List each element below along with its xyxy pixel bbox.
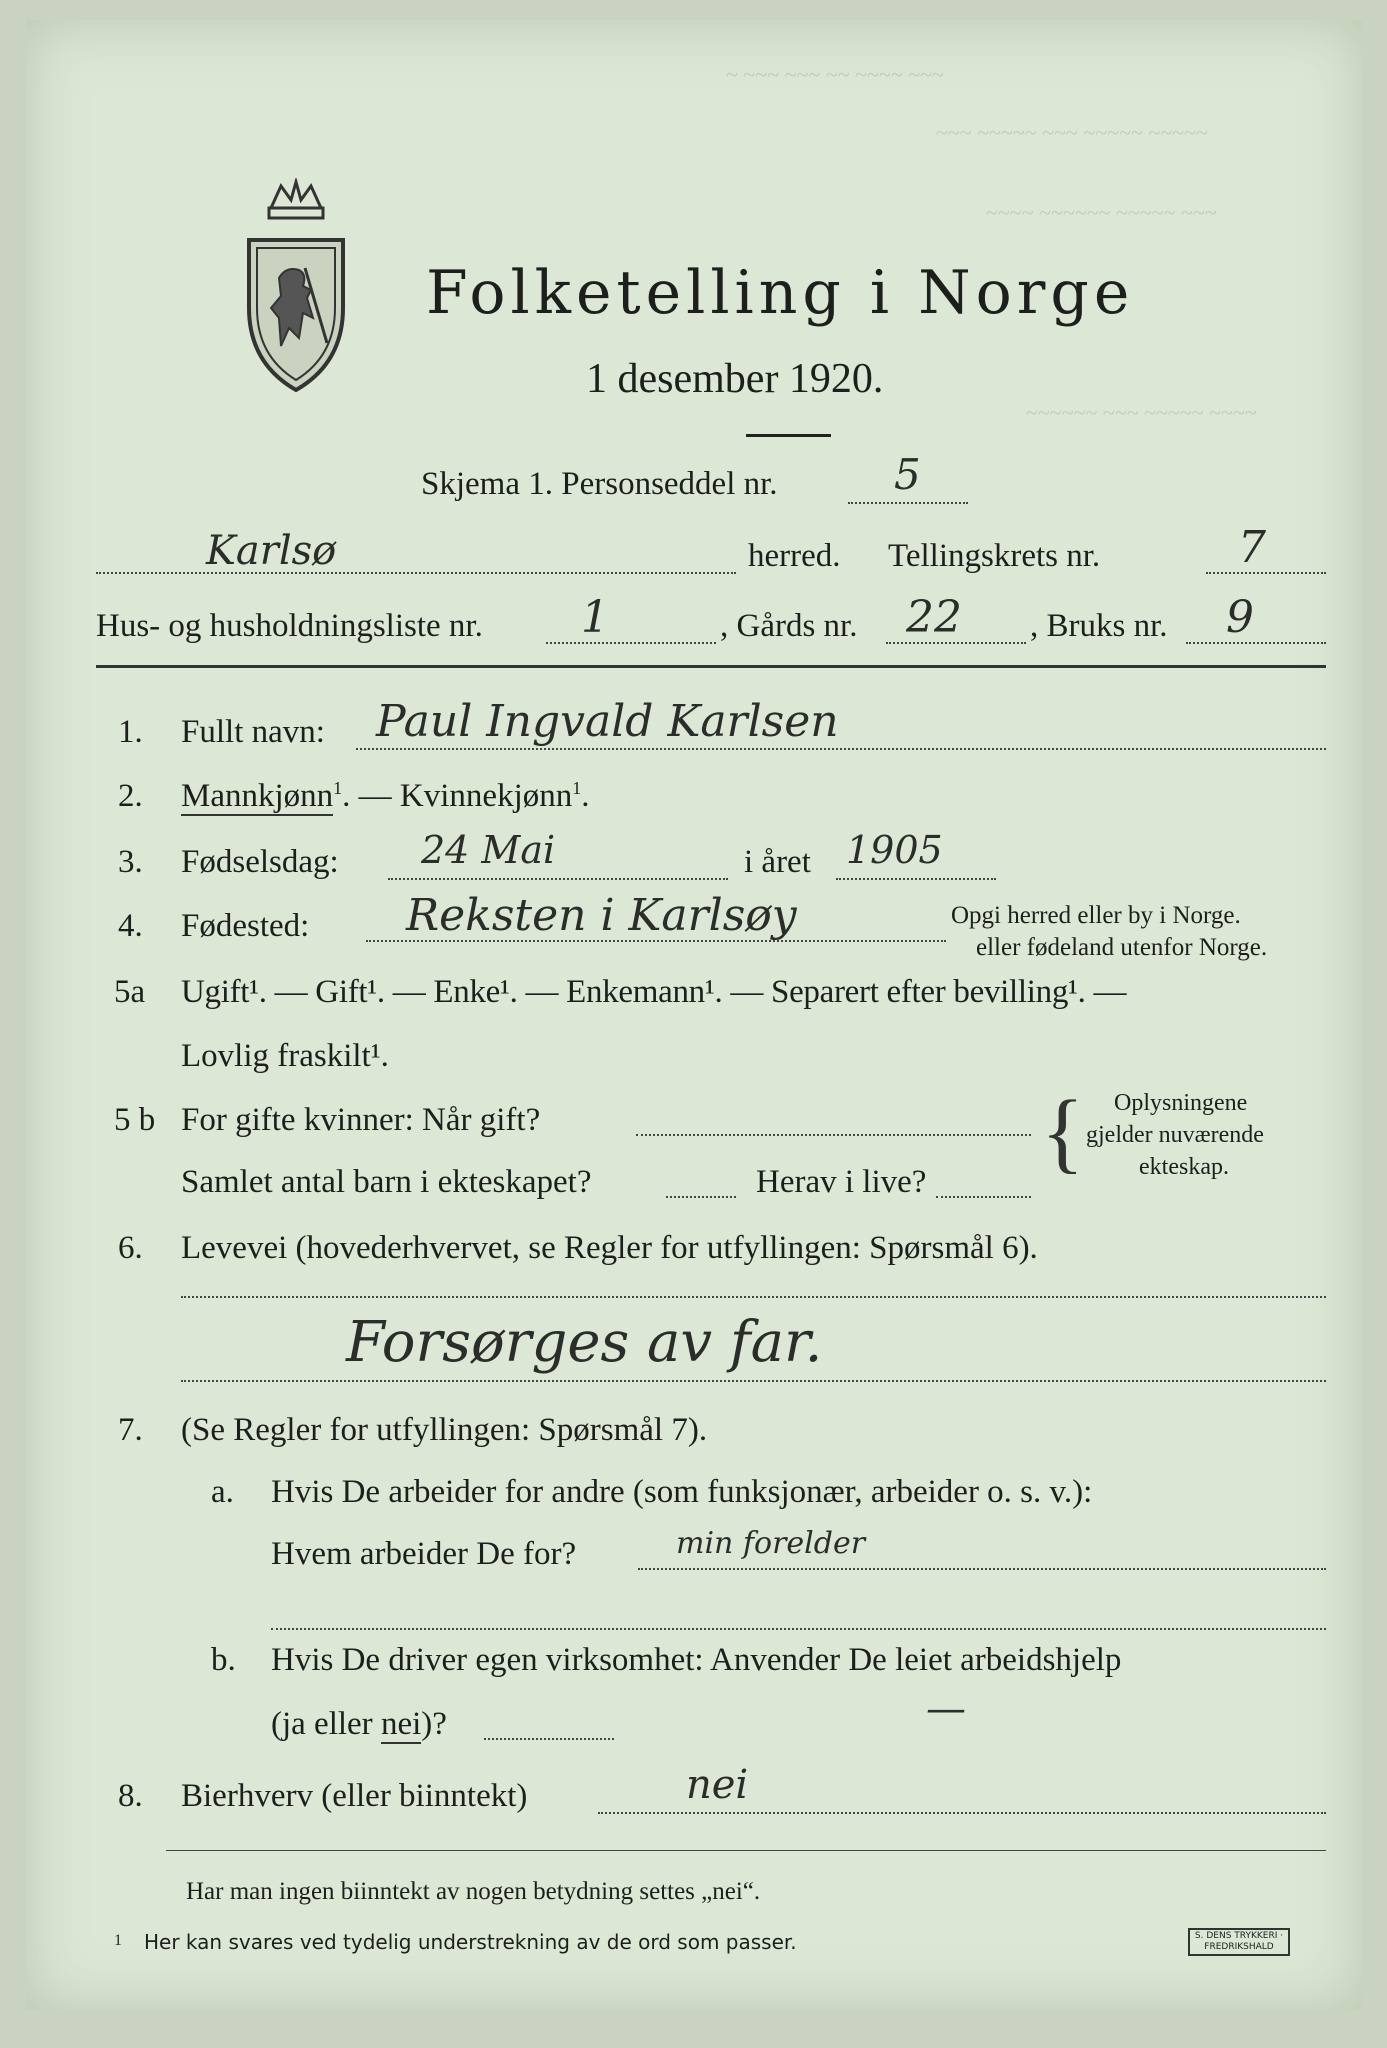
- q7a-letter: a.: [211, 1474, 234, 1510]
- krets-value[interactable]: 7: [1238, 522, 1266, 573]
- q5b-children-line: [666, 1196, 736, 1198]
- q5a-divorced-option[interactable]: Lovlig fraskilt¹.: [181, 1038, 389, 1074]
- q4-note-line1: Opgi herred eller by i Norge.: [951, 902, 1241, 929]
- q5b-brace: {: [1041, 1083, 1085, 1182]
- footer-note: Har man ingen biinntekt av nogen betydning settes „nei“.: [186, 1878, 761, 1905]
- header-separator: [96, 665, 1326, 668]
- q1-full-name-value[interactable]: Paul Ingvald Karlsen: [376, 696, 839, 747]
- q3-year-line: [836, 878, 996, 880]
- q2-sup: 1: [572, 778, 582, 798]
- herred-line: [96, 572, 736, 574]
- q7a-line2: [271, 1628, 1326, 1630]
- q5b-when-married-line: [636, 1134, 1031, 1136]
- q8-number: 8.: [118, 1778, 143, 1814]
- title-divider: [746, 434, 831, 437]
- q6-line1: [181, 1296, 1326, 1298]
- krets-line: [1206, 572, 1326, 574]
- q4-label: Fødested:: [181, 908, 310, 944]
- q4-note-line2: eller fødeland utenfor Norge.: [976, 934, 1268, 961]
- q7b-nei-underlined: nei: [380, 1706, 422, 1742]
- schema-number-value[interactable]: 5: [894, 450, 921, 499]
- q4-birthplace-value[interactable]: Reksten i Karlsøy: [406, 890, 797, 941]
- q6-number: 6.: [118, 1230, 143, 1266]
- q4-number: 4.: [118, 908, 143, 944]
- q5a-marital-options[interactable]: Ugift¹. — Gift¹. — Enke¹. — Enkemann¹. — Separert efter bevilling¹. —: [181, 974, 1127, 1010]
- q7b-yes-no-label: (ja eller nei)?: [271, 1706, 447, 1742]
- q6-label: Levevei (hovederhvervet, se Regler for utfyllingen: Spørsmål 6).: [181, 1230, 1038, 1266]
- q5b-children-label: Samlet antal barn i ekteskapet?: [181, 1164, 592, 1200]
- q7b-value[interactable]: —: [926, 1686, 966, 1732]
- gards-label: , Gårds nr.: [720, 608, 858, 644]
- q7b-letter: b.: [211, 1642, 236, 1678]
- q2-sup: 1: [333, 778, 343, 798]
- schema-number-line: [848, 502, 968, 504]
- q2-male-option[interactable]: Mannkjønn: [181, 778, 334, 814]
- q7b-text: Hvis De driver egen virksomhet: Anvender De leiet arbeidshjelp: [271, 1642, 1122, 1678]
- census-form-page: [26, 20, 1362, 2010]
- q3-year-label: i året: [744, 844, 811, 880]
- q5b-alive-label: Herav i live?: [756, 1164, 927, 1200]
- printer-stamp: S. DENS TRYKKERI · FREDRIKSHALD: [1188, 1928, 1290, 1956]
- q5b-number: 5 b: [114, 1102, 156, 1138]
- q2-end: .: [581, 778, 590, 814]
- q5b-note-line2: gjelder nuværende: [1086, 1122, 1264, 1148]
- q3-year-value[interactable]: 1905: [846, 828, 943, 872]
- q1-line: [356, 748, 1326, 750]
- gards-value[interactable]: 22: [906, 592, 962, 643]
- q7a-line1: [638, 1568, 1326, 1570]
- q7a-text: Hvis De arbeider for andre (som funksjonær, arbeider o. s. v.):: [271, 1474, 1093, 1510]
- q7a-employer-value[interactable]: min forelder: [676, 1526, 866, 1561]
- form-title: Folketelling i Norge: [426, 258, 1135, 328]
- q5b-note-line1: Oplysningene: [1114, 1090, 1248, 1116]
- q7b-line: [484, 1738, 614, 1740]
- q2-number: 2.: [118, 778, 143, 814]
- bruks-line: [1186, 642, 1326, 644]
- q1-label: Fullt navn:: [181, 714, 325, 750]
- census-date: 1 desember 1920.: [586, 356, 884, 402]
- q1-number: 1.: [118, 714, 143, 750]
- bruks-value[interactable]: 9: [1226, 592, 1254, 643]
- hus-value[interactable]: 1: [581, 592, 609, 643]
- hus-label: Hus- og husholdningsliste nr.: [96, 608, 483, 644]
- hus-line: [546, 642, 716, 644]
- q6-occupation-value[interactable]: Forsørges av far.: [346, 1310, 823, 1375]
- q3-label: Fødselsdag:: [181, 844, 339, 880]
- q5b-alive-line: [936, 1196, 1031, 1198]
- footnote-number: 1: [114, 1932, 122, 1949]
- q7-number: 7.: [118, 1412, 143, 1448]
- q8-value[interactable]: nei: [686, 1762, 749, 1808]
- q3-birthday-value[interactable]: 24 Mai: [421, 828, 556, 872]
- herred-value[interactable]: Karlsø: [206, 528, 337, 574]
- q2-separator: . —: [342, 778, 400, 814]
- q8-label: Bierhverv (eller biinntekt): [181, 1778, 528, 1814]
- krets-label: Tellingskrets nr.: [888, 538, 1101, 574]
- q5b-note-line3: ekteskap.: [1139, 1154, 1229, 1180]
- bleed-through-text: ~~~~~~ ~~~ ~~~~~ ~~~~: [1026, 400, 1257, 425]
- q2-female-option[interactable]: Kvinnekjønn: [399, 778, 573, 814]
- q2-gender-options: [181, 778, 590, 815]
- q8-line: [598, 1812, 1326, 1814]
- q6-line2: [181, 1380, 1326, 1382]
- q5b-when-married-label: For gifte kvinner: Når gift?: [181, 1102, 541, 1138]
- schema-label: Skjema 1. Personseddel nr.: [421, 466, 778, 502]
- norway-coat-of-arms-icon: [241, 178, 351, 398]
- q7a-who-label: Hvem arbeider De for?: [271, 1536, 577, 1572]
- q7-label: (Se Regler for utfyllingen: Spørsmål 7).: [181, 1412, 708, 1448]
- q5a-number: 5a: [114, 974, 146, 1010]
- footnote-text: Her kan svares ved tydelig understrekning av de ord som passer.: [144, 1930, 797, 1954]
- footer-separator: [166, 1850, 1326, 1851]
- bleed-through-text: ~ ~~~ ~~~ ~~ ~~~~ ~~~: [726, 62, 944, 87]
- herred-label: herred.: [748, 538, 841, 574]
- bruks-label: , Bruks nr.: [1030, 608, 1168, 644]
- bleed-through-text: ~~~ ~~~~~ ~~~ ~~~~~ ~~~~~: [936, 120, 1208, 145]
- q3-day-line: [388, 878, 728, 880]
- q3-number: 3.: [118, 844, 143, 880]
- bleed-through-text: ~~~~ ~~~~~~ ~~~~~ ~~~: [986, 200, 1217, 225]
